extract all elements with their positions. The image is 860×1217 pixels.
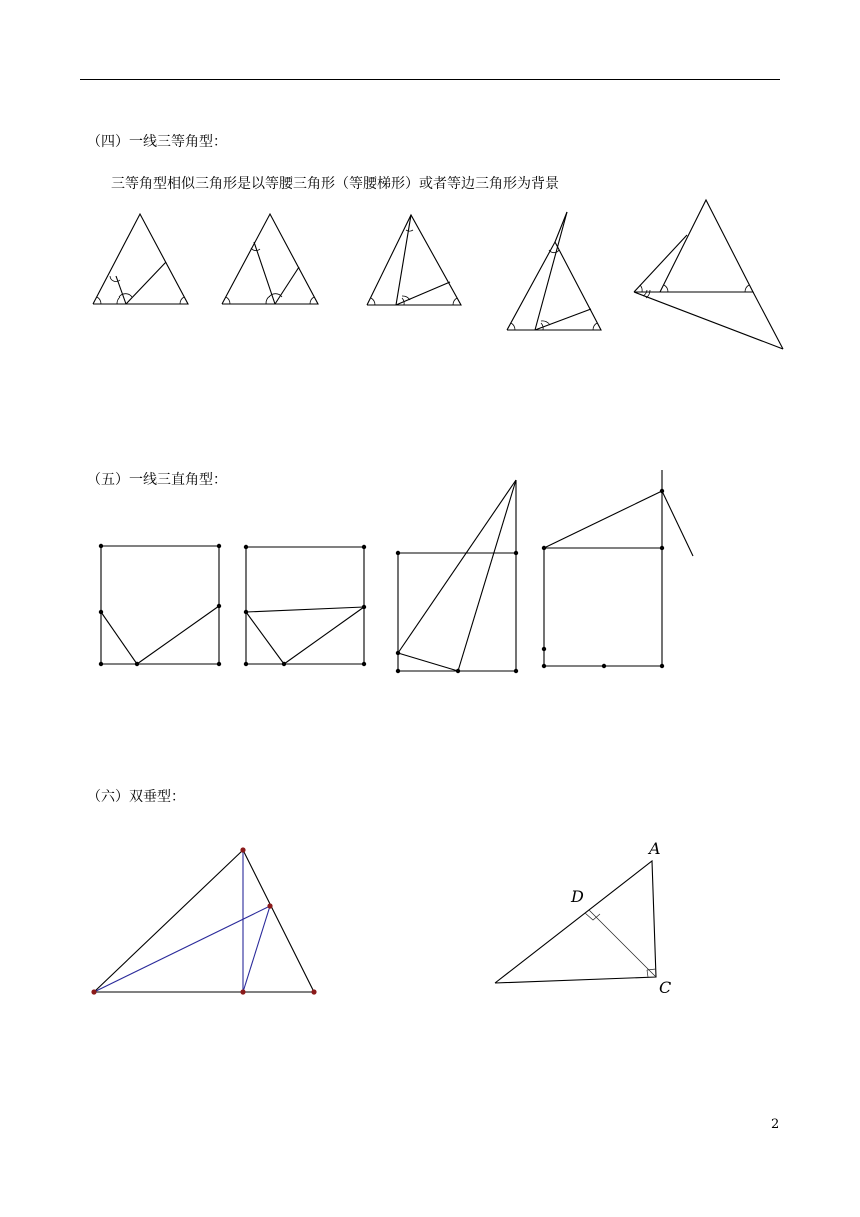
fig5-square-3 <box>396 480 518 673</box>
label-c: C <box>659 978 672 997</box>
fig5-square-2 <box>244 545 366 666</box>
fig4-triangle-4 <box>507 212 601 330</box>
fig4-triangle-1 <box>93 214 188 304</box>
section-5-heading: （五）一线三直角型： <box>87 472 227 488</box>
fig5-square-4 <box>542 470 693 668</box>
label-d: D <box>571 887 584 906</box>
fig5-square-1 <box>99 544 221 666</box>
fig6-triangle-left <box>91 847 316 994</box>
section-6-heading: （六）双垂型： <box>87 789 185 805</box>
label-a: A <box>649 839 661 858</box>
fig4-triangle-2 <box>222 214 318 304</box>
fig4-triangle-3 <box>367 215 461 305</box>
fig6-triangle-right <box>495 839 671 997</box>
fig4-triangle-5 <box>634 200 783 349</box>
page-number: 2 <box>771 1117 780 1132</box>
section-4-heading: （四）一线三等角型： <box>87 134 227 150</box>
section-4-intro: 三等角型相似三角形是以等腰三角形（等腰梯形）或者等边三角形为背景 <box>111 176 559 192</box>
